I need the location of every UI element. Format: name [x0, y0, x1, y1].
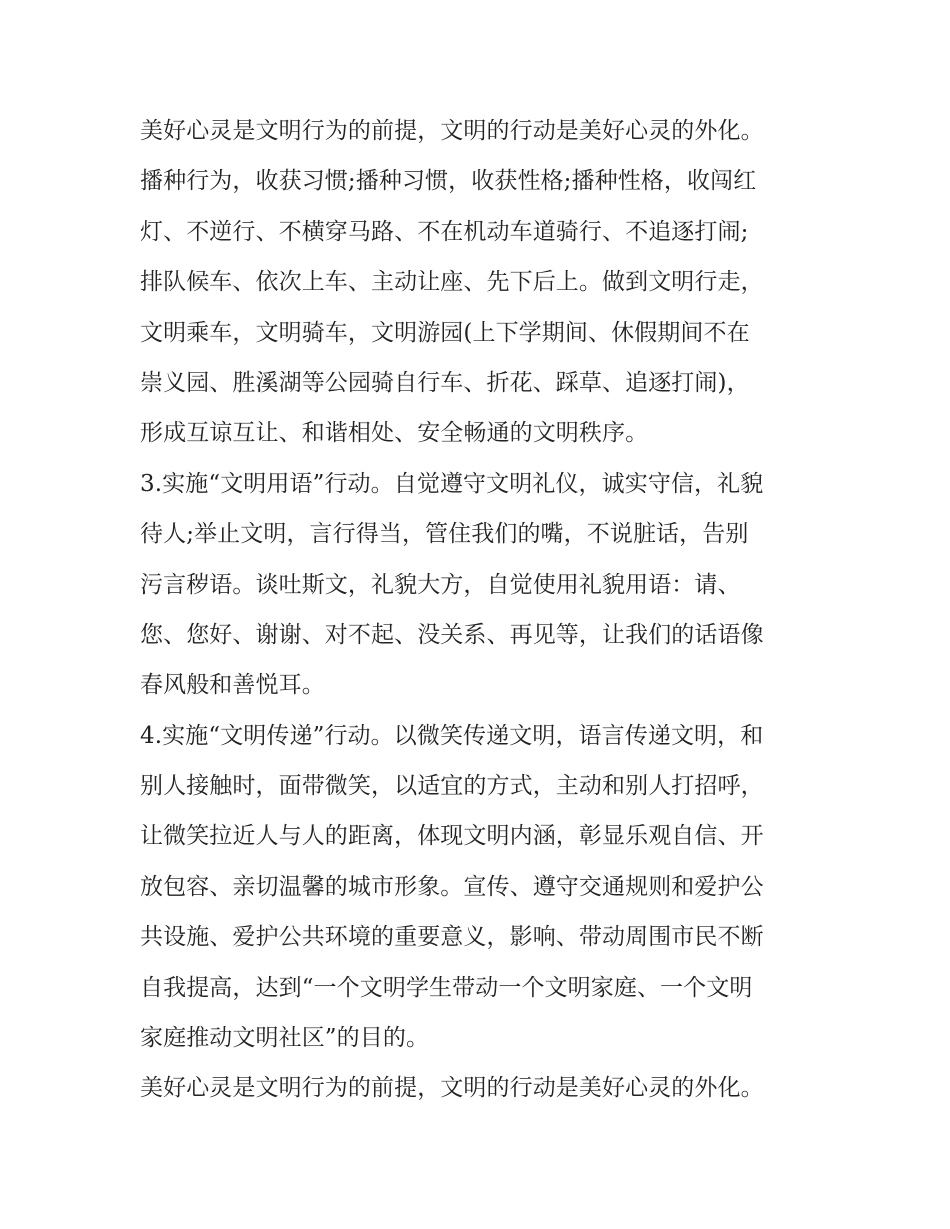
document-body [140, 106, 820, 1114]
text-line: 排队候车、依次上车、主动让座、先下后上。做到文明行走， [140, 269, 764, 296]
text-line: 自我提高，达到“一个文明学生带动一个文明家庭、一个文明 [140, 974, 753, 1001]
text-line: 放包容、亲切温馨的城市形象。宣传、遵守交通规则和爱护公 [140, 873, 764, 900]
text-line: 3.实施“文明用语”行动。自觉遵守文明礼仪，诚实守信，礼貌 [140, 470, 764, 497]
text-line: 家庭推动文明社区”的目的。 [140, 1025, 430, 1052]
text-line: 美好心灵是文明行为的前提，文明的行动是美好心灵的外化。 [140, 118, 764, 144]
text-line: 您、您好、谢谢、对不起、没关系、再见等，让我们的话语像 [140, 621, 764, 648]
text-line: 崇义园、胜溪湖等公园骑自行车、折花、踩草、追逐打闹)， [140, 369, 750, 396]
text-line: 共设施、爱护公共环境的重要意义，影响、带动周围市民不断 [140, 924, 764, 951]
text-line: 让微笑拉近人与人的距离，体现文明内涵，彰显乐观自信、开 [140, 823, 764, 850]
text-line: 美好心灵是文明行为的前提，文明的行动是美好心灵的外化。 [140, 1075, 764, 1102]
text-line: 春风般和善悦耳。 [140, 672, 325, 699]
text-line: 污言秽语。谈吐斯文，礼貌大方，自觉使用礼貌用语：请、 [140, 571, 741, 598]
text-line: 灯、不逆行、不横穿马路、不在机动车道骑行、不追逐打闹; [140, 218, 749, 245]
text-line: 文明乘车，文明骑车，文明游园(上下学期间、休假期间不在 [140, 319, 750, 346]
text-line: 待人;举止文明，言行得当，管住我们的嘴，不说脏话，告别 [140, 521, 749, 548]
text-line: 别人接触时，面带微笑，以适宜的方式，主动和别人打招呼， [140, 773, 764, 800]
text-line: 形成互谅互让、和谐相处、安全畅通的文明秩序。 [140, 420, 649, 447]
text-line: 播种行为，收获习惯;播种习惯，收获性格;播种性格，收闯红 [140, 168, 757, 195]
text-line: 4.实施“文明传递”行动。以微笑传递文明，语言传递文明，和 [140, 722, 764, 749]
